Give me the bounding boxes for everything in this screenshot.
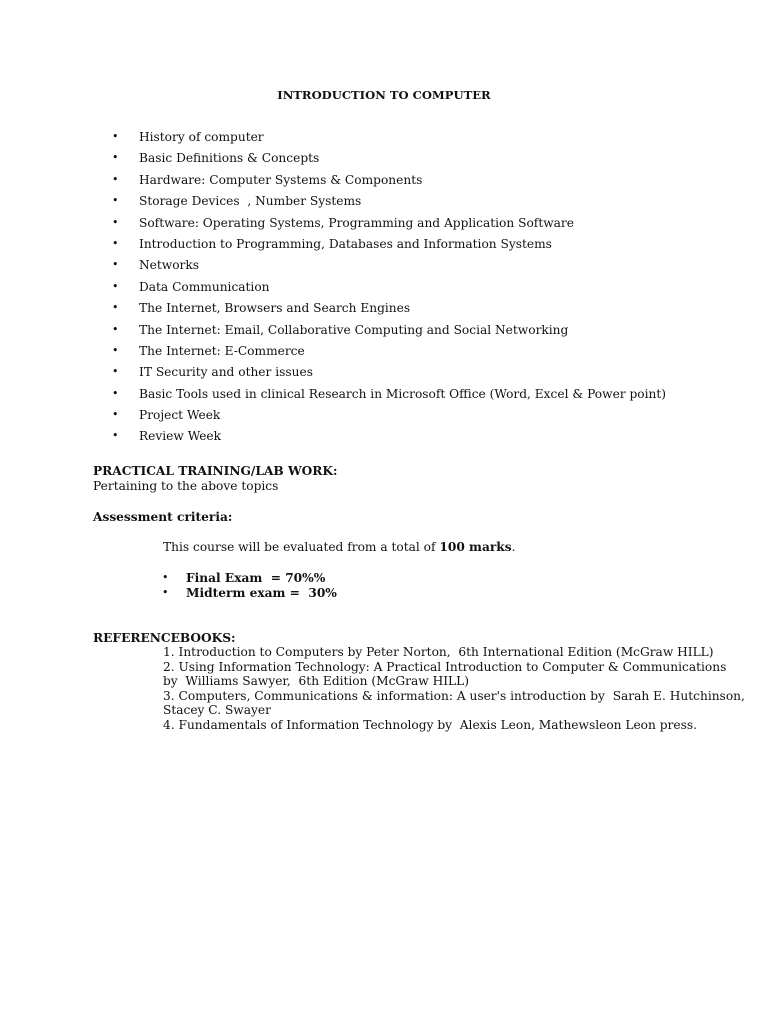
reference-list: [163, 645, 745, 732]
topic-text: Project Week: [139, 408, 221, 423]
topic-text: Basic Definitions & Concepts: [139, 151, 320, 166]
list-item: [112, 215, 666, 236]
bullet-icon: •: [112, 130, 119, 143]
bullet-icon: •: [112, 365, 119, 379]
topic-text: Networks: [139, 258, 200, 273]
list-item: [112, 236, 666, 257]
bullet-icon: •: [112, 236, 119, 250]
topic-text: Review Week: [139, 429, 222, 444]
list-item: [112, 428, 666, 449]
assessment-total-marks: 100 marks: [439, 540, 512, 554]
bullet-icon: •: [112, 343, 119, 357]
practical-text: Pertaining to the above topics: [93, 479, 279, 493]
topic-text: Introduction to Programming, Databases and Information Systems: [139, 236, 552, 251]
bullet-icon: •: [112, 151, 119, 165]
bullet-icon: •: [112, 408, 119, 422]
list-item: [112, 172, 666, 193]
topic-text: Data Communication: [139, 279, 270, 294]
bullet-icon: •: [112, 429, 119, 443]
bullet-icon: •: [112, 301, 119, 315]
reference-line: 1. Introduction to Computers by Peter Norton, 6th International Edition (McGraw HILL): [163, 645, 714, 659]
marks-list: [162, 571, 337, 600]
list-item: [112, 193, 666, 214]
list-item: [112, 407, 666, 428]
topic-text: The Internet: E-Commerce: [139, 343, 305, 358]
bullet-icon: •: [112, 194, 119, 208]
topic-text: Storage Devices , Number Systems: [139, 194, 362, 209]
reference-line: 2. Using Information Technology: A Practical Introduction to Computer & Communications: [163, 659, 727, 674]
list-item: [112, 364, 666, 385]
mark-item-midterm-exam: Midterm exam = 30%: [186, 585, 337, 600]
document-title: INTRODUCTION TO COMPUTER: [277, 88, 491, 102]
topic-text: History of computer: [139, 130, 264, 144]
list-item: [112, 322, 666, 343]
list-item: [162, 571, 337, 586]
assessment-intro: [163, 540, 515, 555]
list-item: [112, 386, 666, 407]
reference-line: 3. Computers, Communications & information: A user's introduction by Sarah E. Hutchinson,: [163, 688, 745, 703]
bullet-icon: •: [162, 585, 169, 599]
list-item: [112, 279, 666, 300]
list-item: [112, 257, 666, 278]
topic-text: Hardware: Computer Systems & Components: [139, 172, 423, 187]
topic-list: [112, 129, 666, 450]
practical-heading: PRACTICAL TRAINING/LAB WORK:: [93, 464, 338, 478]
list-item: [112, 300, 666, 321]
bullet-icon: •: [112, 172, 119, 186]
assessment-intro-suffix: .: [511, 540, 516, 554]
bullet-icon: •: [112, 322, 119, 336]
topic-text: The Internet: Email, Collaborative Computing and Social Networking: [139, 322, 569, 337]
bullet-icon: •: [162, 571, 169, 584]
mark-item-final-exam: Final Exam = 70%%: [186, 571, 326, 585]
list-item: [112, 343, 666, 364]
topic-text: Software: Operating Systems, Programming and Application Software: [139, 215, 574, 230]
reference-line: by Williams Sawyer, 6th Edition (McGraw HILL): [163, 674, 469, 688]
assessment-intro-prefix: This course will be evaluated from a total of: [163, 540, 440, 554]
reference-line: 4. Fundamentals of Information Technology by Alexis Leon, Mathewsleon Leon press.: [163, 717, 697, 732]
list-item: [112, 150, 666, 171]
references-heading: REFERENCEBOOKS:: [93, 631, 236, 645]
bullet-icon: •: [112, 279, 119, 293]
bullet-icon: •: [112, 215, 119, 229]
topic-text: IT Security and other issues: [139, 365, 313, 380]
list-item: [112, 129, 666, 150]
reference-line: Stacey C. Swayer: [163, 703, 271, 717]
topic-text: The Internet, Browsers and Search Engines: [139, 301, 411, 316]
bullet-icon: •: [112, 258, 119, 272]
topic-text: Basic Tools used in clinical Research in Microsoft Office (Word, Excel & Power point): [139, 386, 667, 401]
bullet-icon: •: [112, 386, 119, 400]
list-item: [162, 586, 337, 601]
assessment-heading: Assessment criteria:: [93, 510, 233, 524]
